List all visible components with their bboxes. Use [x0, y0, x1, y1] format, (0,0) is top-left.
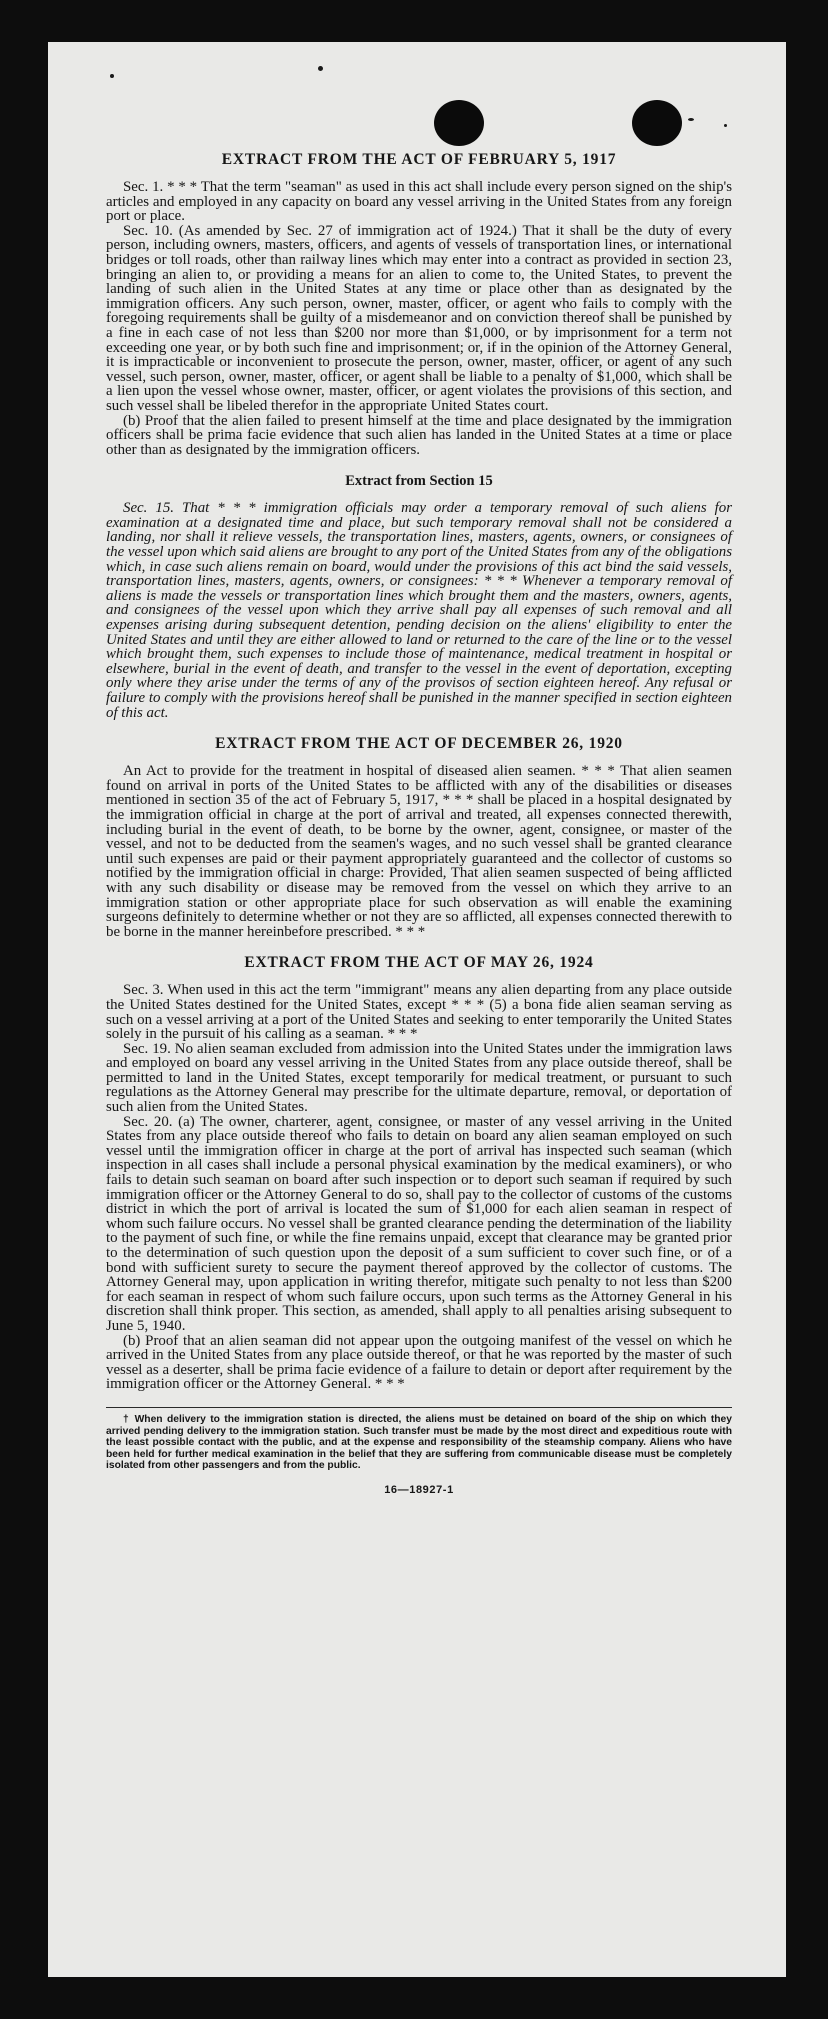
footnote: † When delivery to the immigration station is directed, the aliens must be detained on board of the ship on which they arrived pending delivery to the immigration station. Such transfer must be made by the most direct and expeditious route with the least possible contact with the public, and at the expense and responsibility of the steamship company. Aliens who have been held for further medical examination in the belief that they are suffering from communicable disease must be completely isolated from other passengers and from the public. — [106, 1413, 732, 1472]
paragraph-1924-sec19: Sec. 19. No alien seaman excluded from admission into the United States under the immigration laws and employed on board any vessel arriving in the United States from any place outside thereof, shall be permitted to land in the United States, except temporarily for medical treatment, or pursuant to such regulations as the Attorney General may prescribe for the ultimate departure, removal, or deportation of such alien from the United States. — [106, 1040, 732, 1116]
heading-section-15: Extract from Section 15 — [345, 473, 493, 490]
document-page — [48, 42, 786, 1977]
paragraph-1924-sec20: Sec. 20. (a) The owner, charterer, agent, consignee, or master of any vessel arriving in the United States from any place outside thereof who fails to detain on board any alien seaman employed on such vessel until the immigration officer in charge at the port of arrival has inspected such seaman (which inspection in all cases shall include a personal physical examination by the medical examiners), or who fails to detain such seaman on board after such inspection or to deport such seaman if required by such immigration officer or the Attorney General to do so, shall pay to the collector of customs of the customs district in which the port of arrival is located the sum of $1,000 for each alien seaman in respect of whom such failure occurs. No vessel shall be granted clearance pending the determination of the liability to the payment of such fine, or while the fine remains unpaid, except that clearance may be granted prior to the determination of such question upon the deposit of a sum sufficient to cover such fine, or of a bond with sufficient surety to secure the payment thereof approved by the collector of customs. The Attorney General may, upon application in writing therefor, mitigate such penalty to not less than $200 for each seaman in respect of whom such failure occurs, upon such terms as the Attorney General in his discretion shall think proper. This section, as amended, shall apply to all penalties arising subsequent to June 5, 1940. — [106, 1113, 732, 1334]
paragraph-1924-proof: (b) Proof that an alien seaman did not appear upon the outgoing manifest of the vessel on which he arrived in the United States from any place outside thereof, or that he was reported by the master of such vessel as a deserter, shall be prima facie evidence of a failure to detain or deport after requirement by the immigration officer or the Attorney General. * * * — [106, 1332, 732, 1393]
heading-act-1920: EXTRACT FROM THE ACT OF DECEMBER 26, 1920 — [215, 735, 623, 753]
speck — [318, 66, 323, 71]
heading-act-1924: EXTRACT FROM THE ACT OF MAY 26, 1924 — [244, 954, 594, 972]
form-code: 16—18927-1 — [384, 1483, 454, 1496]
speck — [724, 124, 727, 127]
footnote-divider — [106, 1407, 732, 1408]
speck — [688, 118, 694, 121]
paragraph-sec15: Sec. 15. That * * * immigration officials may order a temporary removal of such aliens for examination at a designated time and place, but such temporary removal shall not be considered a landing, nor shall it relieve vessels, the transportation lines, masters, agents, owners, or consignees of the vessel upon which said aliens are brought to any port of the United States from any of the obligations which, in case such aliens remain on board, would under the provisions of this act bind the said vessels, transportation lines, masters, agents, owners, or consignees: * * * Whenever a temporary removal of aliens is made the vessels or transportation lines which brought them and the masters, owners, agents, and consignees of the vessel upon which they arrive shall pay all expenses of such removal and all expenses arising during subsequent detention, pending decision on the aliens' eligibility to enter the United States and until they are either allowed to land or returned to the care of the line or to the vessel which brought them, such expenses to include those of maintenance, medical treatment in hospital or elsewhere, burial in the event of death, and transfer to the vessel in the event of deportation, excepting only where they arise under the terms of any of the provisos of section eighteen hereof. Any refusal or failure to comply with the provisions hereof shall be punished in the manner specified in section eighteen of this act. — [106, 500, 732, 721]
paragraph-1917-sec10: Sec. 10. (As amended by Sec. 27 of immigration act of 1924.) That it shall be the duty of every person, including owners, masters, officers, and agents of vessels of transportation lines, or international bridges or toll roads, other than railway lines which may enter into a contract as provided in section 23, bringing an alien to, or providing a means for an alien to come to, the United States, to prevent the landing of such alien in the United States at any time or place other than as designated by the immigration officers. Any such person, owner, master, officer, or agent who fails to comply with the foregoing requirements shall be guilty of a misdemeanor and on conviction thereof shall be punished by a fine in each case of not less than $200 nor more than $1,000, or by imprisonment for a term not exceeding one year, or by both such fine and imprisonment; or, if in the opinion of the Attorney General, it is impracticable or inconvenient to prosecute the person, owner, master, officer, or agent of any such vessel, such person, owner, master, officer, or agent shall be liable to a penalty of $1,000, which shall be a lien upon the vessel whose owner, master, officer, or agent violates the provisions of this section, and such vessel shall be libeled therefor in the appropriate United States court. — [106, 222, 732, 414]
paragraph-1920: An Act to provide for the treatment in hospital of diseased alien seamen. * * * That alien seamen found on arrival in ports of the United States to be afflicted with any of the disabilities or diseases mentioned in section 35 of the act of February 5, 1917, * * * shall be placed in a hospital designated by the immigration official in charge at the port of arrival and treated, all expenses connected therewith, including burial in the event of death, to be borne by the owner, agent, consignee, or master of the vessel, and not to be deducted from the seamen's wages, and no such vessel shall be granted clearance until such expenses are paid or their payment appropriately guaranteed and the collector of customs so notified by the immigration official in charge: Provided, That alien seamen suspected of being afflicted with any such disability or disease may be removed from the vessel on which they arrive to an immigration station or other appropriate place for such observation as will enable the examining surgeons definitely to determine whether or not they are so afflicted, all expenses connected therewith to be borne in the manner hereinbefore prescribed. * * * — [106, 763, 732, 940]
paragraph-1924-sec3: Sec. 3. When used in this act the term "immigrant" means any alien departing from any place outside the United States destined for the United States, except * * * (5) a bona fide alien seaman serving as such on a vessel arriving at a port of the United States and seeking to enter temporarily the United States solely in the pursuit of his calling as a seaman. * * * — [106, 982, 732, 1043]
paragraph-1917-proof: (b) Proof that the alien failed to present himself at the time and place designated by the immigration officers shall be prima facie evidence that such alien has landed in the United States at a time or place other than as designated by the immigration officers. — [106, 412, 732, 458]
punch-hole — [632, 100, 682, 146]
heading-act-1917: EXTRACT FROM THE ACT OF FEBRUARY 5, 1917 — [221, 151, 617, 168]
punch-hole — [434, 100, 484, 146]
paragraph-1917-sec1: Sec. 1. * * * That the term "seaman" as used in this act shall include every person signed on the ship's articles and employed in any capacity on board any vessel arriving in the United States from any foreign port or place. — [106, 179, 732, 225]
speck — [110, 74, 114, 78]
